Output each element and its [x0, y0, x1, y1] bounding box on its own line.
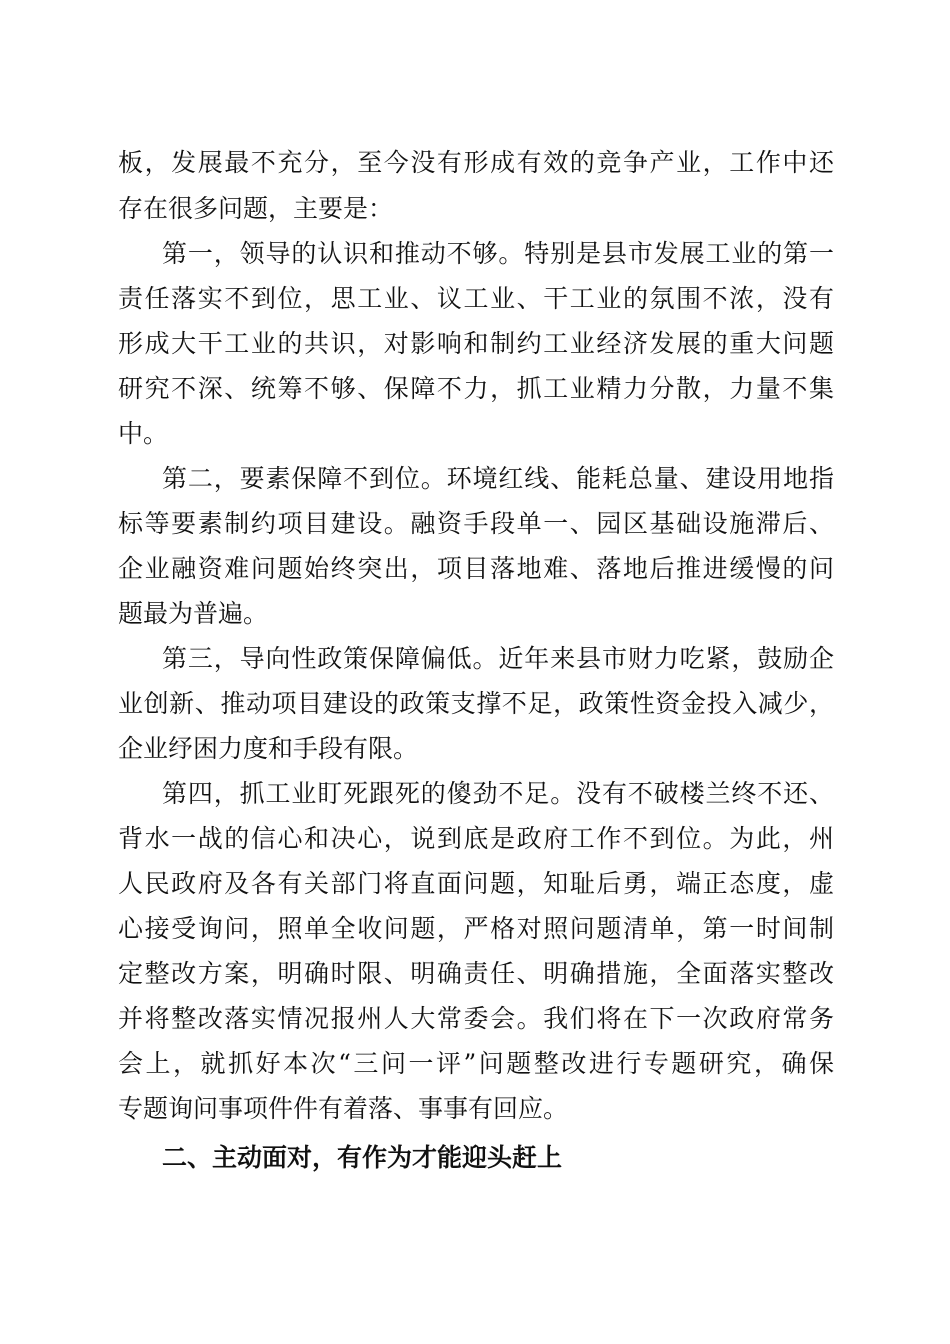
paragraph-1-line-5: 中。	[118, 419, 169, 448]
paragraph-4-line-7: 会上，就抓好本次“三问一评”问题整改进行专题研究，确保	[118, 1049, 834, 1078]
paragraph-4-line-8: 专题询问事项件件有着落、事事有回应。	[118, 1094, 569, 1123]
paragraph-3-line-2: 业创新、推动项目建设的政策支撑不足，政策性资金投入减少，	[118, 689, 834, 718]
paragraph-3-line-3: 企业纾困力度和手段有限。	[118, 734, 419, 763]
paragraph-4-line-2: 背水一战的信心和决心，说到底是政府工作不到位。为此，州	[118, 824, 834, 853]
paragraph-4-line-1: 第四，抓工业盯死跟死的傻劲不足。没有不破楼兰终不还、	[162, 779, 834, 808]
paragraph-2-line-2: 标等要素制约项目建设。融资手段单一、园区基础设施滞后、	[118, 509, 834, 538]
paragraph-2-line-3: 企业融资难问题始终突出，项目落地难、落地后推进缓慢的问	[118, 554, 834, 583]
paragraph-2-line-1: 第二，要素保障不到位。环境红线、能耗总量、建设用地指	[162, 464, 834, 493]
paragraph-4-line-6: 并将整改落实情况报州人大常委会。我们将在下一次政府常务	[118, 1004, 834, 1033]
paragraph-1-line-3: 形成大干工业的共识，对影响和制约工业经济发展的重大问题	[118, 329, 834, 358]
paragraph-1-line-4: 研究不深、统筹不够、保障不力，抓工业精力分散，力量不集	[118, 374, 834, 403]
text-line-2: 存在很多问题，主要是：	[118, 194, 394, 223]
paragraph-4-line-5: 定整改方案，明确时限、明确责任、明确措施，全面落实整改	[118, 959, 834, 988]
paragraph-4-line-4: 心接受询问，照单全收问题，严格对照问题清单，第一时间制	[118, 914, 834, 943]
paragraph-2-line-4: 题最为普遍。	[118, 599, 269, 628]
paragraph-4-line-3: 人民政府及各有关部门将直面问题，知耻后勇，端正态度，虚	[118, 869, 834, 898]
paragraph-1-line-2: 责任落实不到位，思工业、议工业、干工业的氛围不浓，没有	[118, 284, 834, 313]
section-heading: 二、主动面对，有作为才能迎头赶上	[162, 1143, 563, 1172]
text-line-1: 板，发展最不充分，至今没有形成有效的竞争产业，工作中还	[118, 148, 834, 177]
paragraph-1-line-1: 第一，领导的认识和推动不够。特别是县市发展工业的第一	[162, 239, 834, 268]
paragraph-3-line-1: 第三，导向性政策保障偏低。近年来县市财力吃紧，鼓励企	[162, 644, 834, 673]
